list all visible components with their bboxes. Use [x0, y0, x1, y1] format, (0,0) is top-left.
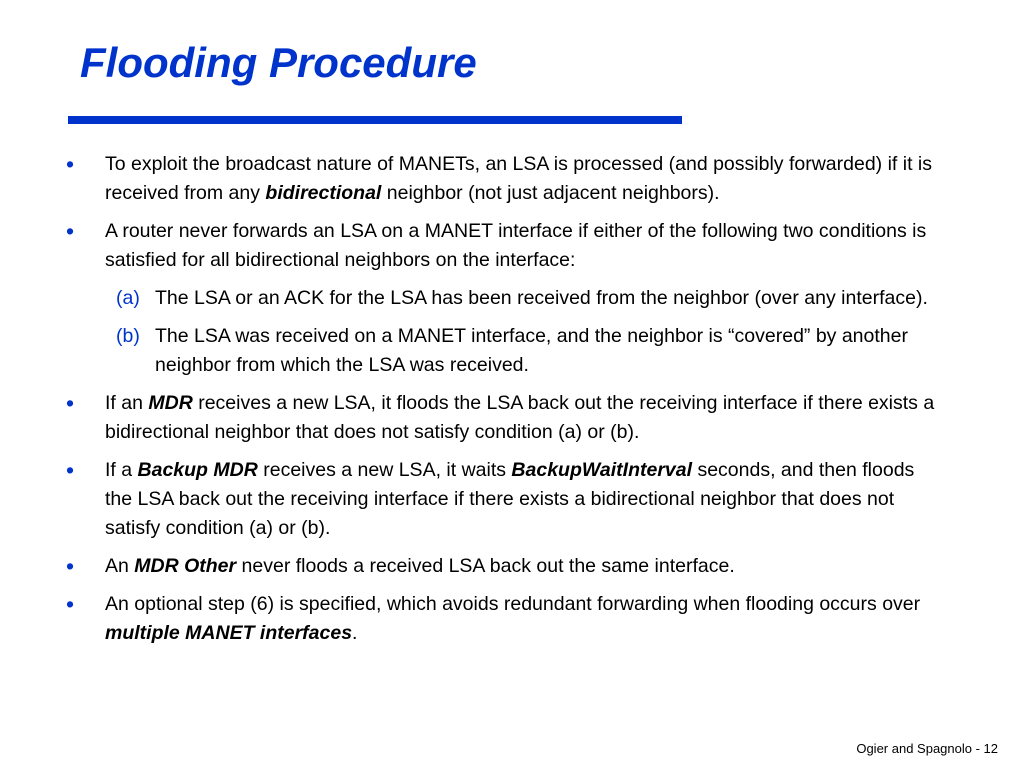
bullet-item — [64, 217, 944, 275]
bullet-item — [64, 389, 944, 447]
sub-item — [64, 284, 944, 313]
sub-item-text: The LSA was received on a MANET interface, and the neighbor is “covered” by another neighbor from which the LSA was received. — [155, 325, 908, 376]
slide-title: Flooding Procedure — [80, 39, 477, 86]
bullet-text: An MDR Other never floods a received LSA back out the same interface. — [105, 555, 735, 577]
bullet-icon: • — [66, 218, 75, 244]
slide-body — [64, 150, 944, 657]
bullet-icon: • — [66, 553, 75, 579]
sub-item-label: (b) — [116, 325, 140, 347]
sub-item — [64, 322, 944, 380]
emphasis-text: Backup MDR — [137, 459, 258, 481]
slide-footer: Ogier and Spagnolo - 12 — [856, 741, 998, 756]
bullet-item — [64, 456, 944, 543]
bullet-item — [64, 552, 944, 581]
sub-item-text: The LSA or an ACK for the LSA has been received from the neighbor (over any interface). — [155, 287, 928, 309]
bullet-icon: • — [66, 457, 75, 483]
bullet-item — [64, 590, 944, 648]
bullet-text: If a Backup MDR receives a new LSA, it waits BackupWaitInterval seconds, and then floods the LSA back out the receiving interface if there exists a bidirectional neighbor that does not satisfy condition (a) or (b). — [105, 459, 915, 539]
emphasis-text: MDR Other — [134, 555, 237, 577]
bullet-text: An optional step (6) is specified, which avoids redundant forwarding when flooding occurs over multiple MANET interfaces. — [105, 593, 921, 644]
emphasis-text: multiple MANET interfaces — [105, 622, 353, 644]
bullet-icon: • — [66, 151, 75, 177]
title-underline — [68, 116, 682, 124]
emphasis-text: MDR — [148, 392, 193, 414]
emphasis-text: bidirectional — [265, 182, 382, 204]
bullet-text: If an MDR receives a new LSA, it floods the LSA back out the receiving interface if there exists a bidirectional neighbor that does not satisfy condition (a) or (b). — [105, 392, 935, 443]
emphasis-text: BackupWaitInterval — [511, 459, 693, 481]
bullet-item — [64, 150, 944, 208]
bullet-text: A router never forwards an LSA on a MANET interface if either of the following two conditions is satisfied for all bidirectional neighbors on the interface: — [105, 220, 927, 271]
bullet-text: To exploit the broadcast nature of MANETs, an LSA is processed (and possibly forwarded) if it is received from any bidirectional neighbor (not just adjacent neighbors). — [105, 153, 932, 204]
sub-item-label: (a) — [116, 287, 140, 309]
bullet-icon: • — [66, 390, 75, 416]
bullet-icon: • — [66, 591, 75, 617]
